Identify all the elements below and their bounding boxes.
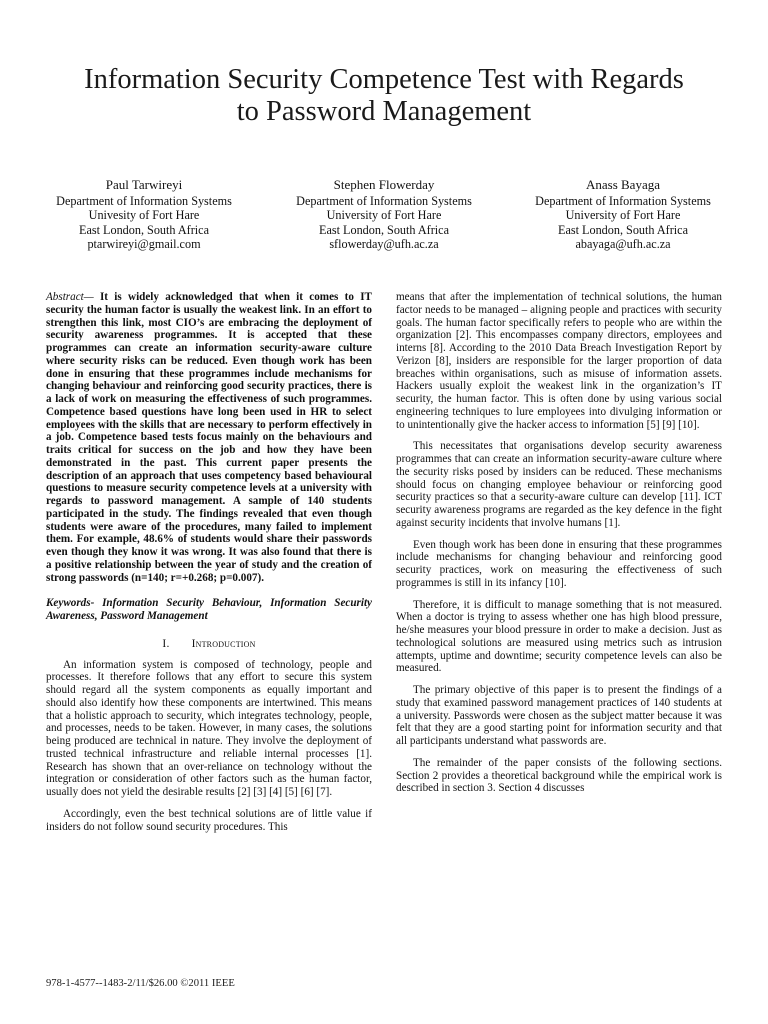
section-title: Introduction [191, 636, 256, 650]
body-paragraph: This necessitates that organisations develop security awareness programmes that can create an information security-aware culture where the security risks posed by insiders can be reduced. These mechanisms should focus on changing employee behaviour or reinforcing good security practices so that a security-aware culture can develop [11]. ICT security awareness programs are regarded as the key defence in the fight against security incidents that involve humans [1]. [396, 440, 722, 529]
abstract-text: It is widely acknowledged that when it comes to IT security the human factor is usually the weakest link. In an effort to strengthen this link, most CIO’s are embracing the deployment of security awareness programmes. It is accepted that these programmes can create an information security-aware culture where security risks can be reduced. Even though work has been done in ensuring that these programmes include mechanisms for changing behaviour and reinforcing good security practices, there is a lack of work on measuring the effectiveness of such programmes. Competence based questions have long been used in HR to select employees with the skills that are necessary to perform effectively in a job. Competence based tests focus mainly on the behaviours and traits critical for success on the job and how they have been demonstrated in the past. This current paper presents the description of an approach that uses competency based behavioural questions to measure security competence levels at a university with regards to password management. A sample of 140 students participated in the study. The findings revealed that even though students were aware of the procedures, many failed to implement them. For example, 48.6% of students would share their passwords even though they know it was wrong. It was also found that there is a positive relationship between the year of study and the creation of strong passwords (n=140; r=+0.268; p=0.007). [46, 291, 372, 584]
author-location: East London, South Africa [558, 222, 688, 237]
author-name: Stephen Flowerday [333, 177, 435, 192]
body-paragraph: The remainder of the paper consists of the following sections. Section 2 provides a theoretical background while the empirical work is described in section 3. Section 4 discusses [396, 756, 722, 795]
author-email[interactable]: sflowerday@ufh.ac.za [329, 237, 439, 251]
body-paragraph-continued: means that after the implementation of technical solutions, the human factor needs to be managed – aligning people and practices with security goals. The human factor specifically refers to people who are within the organization [2]. This encompasses company directors, employees and interns [8]. According to the 2010 Data Breach Investigation Report by Verizon [8], insiders are responsible for the larger proportion of data breaches within organisations, such as misuse of information assets. Hackers usually exploit the weakest link in the organization’s IT security, the human factor. This is often done by using various social engineering techniques to lure employees into divulging information or to unintentionally give the hacker access to information [5] [9] [10]. [396, 291, 722, 431]
author-location: East London, South Africa [79, 222, 209, 237]
author-department: Department of Information Systems [56, 193, 232, 208]
copyright-footer: 978-1-4577--1483-2/11/$26.00 ©2011 IEEE [46, 978, 235, 989]
author-name: Anass Bayaga [585, 177, 660, 192]
paper-title-line-2: to Password Management [236, 96, 532, 127]
author-university: University of Fort Hare [326, 208, 442, 222]
author-block-2 [264, 178, 504, 252]
paper-title-line-1: Information Security Competence Test with Regards [84, 64, 684, 95]
keywords-label: Keywords- [46, 597, 95, 610]
keywords [46, 597, 372, 623]
author-email[interactable]: ptarwireyi@gmail.com [87, 237, 201, 251]
paper-title [40, 64, 728, 128]
author-department: Department of Information Systems [296, 193, 472, 208]
author-department: Department of Information Systems [535, 193, 711, 208]
author-name: Paul Tarwireyi [105, 177, 183, 192]
author-block-1 [24, 178, 264, 252]
section-number: I. [162, 636, 170, 650]
body-paragraph: An information system is composed of technology, people and processes. It therefore follows that any effort to secure this system should regard all the system components as equally important and should also identify how these components are intertwined. This means that a holistic approach to security, which integrates technology, people, and processes, needs to be taken. However, in many cases, the solutions being produced are technical in nature. They involve the deployment of trusted technical infrastructure and reliable internal processes [1]. Research has shown that an over-reliance on technology without the integration or consideration of other factors such as the human factor, usually does not yield the desirable results [2] [3] [4] [5] [6] [7]. [46, 658, 372, 798]
left-column [46, 291, 372, 842]
body-paragraph: Therefore, it is difficult to manage something that is not measured. When a doctor is trying to assess whether one has high blood pressure, he/she measures your blood pressure in order to make a decision. Just as technological solutions are measured using metrics such as intrusion attempts, uptime and downtime; security competence levels can also be measured. [396, 598, 722, 675]
author-location: East London, South Africa [319, 222, 449, 237]
author-block-3 [503, 178, 743, 252]
right-column [396, 291, 722, 804]
body-paragraph: Accordingly, even the best technical solutions are of little value if insiders do not follow sound security procedures. This [46, 807, 372, 833]
body-paragraph: Even though work has been done in ensuring that these programmes include mechanisms for changing behaviour and reinforcing good security practices, work on measuring the effectiveness of such programmes is still in its infancy [10]. [396, 538, 722, 589]
author-university: University of Fort Hare [565, 208, 681, 222]
author-university: Univesity of Fort Hare [88, 208, 200, 222]
section-heading [46, 638, 372, 651]
author-email[interactable]: abayaga@ufh.ac.za [575, 237, 671, 251]
abstract-label: Abstract— [46, 291, 94, 303]
keywords-text: Information Security Behaviour, Information Security Awareness, Password Management [46, 597, 372, 622]
abstract [46, 291, 372, 584]
body-paragraph: The primary objective of this paper is to present the findings of a study that examined password management practices of 140 students at a university. Passwords were chosen as the subject matter because it was felt that they are a good starting point for information security and that all participants understand what passwords are. [396, 684, 722, 747]
